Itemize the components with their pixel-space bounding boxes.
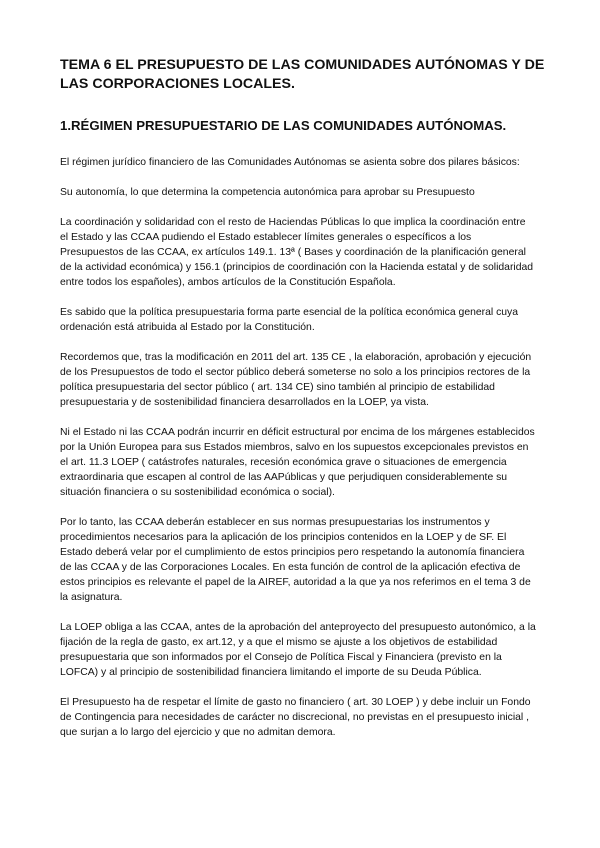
paragraph-regla-gasto: La LOEP obliga a las CCAA, antes de la aprobación del anteproyecto del presupuesto autonómico, a la fijación de la regla de gasto, ex art.12, y a que el mismo se ajuste a los objetivos de estabilidad presupuestaria que son informados por el Consejo de Política Fiscal y Financiera (previsto en la LOFCA) y al principio de sostenibilidad financiera limitando el importe de su Deuda Pública. bbox=[60, 622, 536, 678]
paragraph-deficit: Ni el Estado ni las CCAA podrán incurrir en déficit estructural por encima de los márgenes establecidos por la Unión Europea para sus Estados miembros, salvo en los supuestos excepcionales previstos en el art. 11.3 LOEP ( catástrofes naturales, recesión económica grave o situaciones de emergencia extraordinaria que escapen al control de las AAPúblicas y que perjudiquen considerablemente su situación financiera o su sostenibilidad económica o social). bbox=[60, 427, 535, 498]
paragraph-intro: El régimen jurídico financiero de las Comunidades Autónomas se asienta sobre dos pilares básicos: bbox=[60, 157, 520, 168]
section-heading: 1.RÉGIMEN PRESUPUESTARIO DE LAS COMUNIDADES AUTÓNOMAS. bbox=[60, 118, 507, 133]
paragraph-fondo-contingencia: El Presupuesto ha de respetar el límite de gasto no financiero ( art. 30 LOEP ) y debe incluir un Fondo de Contingencia para necesidades de carácter no discrecional, no previstas en el presupuesto inicial , que surjan a lo largo del ejercicio y que no admitan demora. bbox=[60, 697, 531, 738]
paragraph-normas-presupuestarias: Por lo tanto, las CCAA deberán establecer en sus normas presupuestarias los instrumentos y procedimientos necesarios para la aplicación de los principios contenidos en la LOEP y de SF. El Estado deberá velar por el cumplimiento de estos principios pero respetando la autonomía financiera de las CCAA y de las Corporaciones Locales. En esta función de control de la aplicación efectiva de estos principios es relevante el papel de la AIREF, autoridad a la que ya nos referimos en el tema 3 de la asignatura. bbox=[60, 517, 531, 603]
document-title: TEMA 6 EL PRESUPUESTO DE LAS COMUNIDADES AUTÓNOMAS Y DE LAS CORPORACIONES LOCALES. bbox=[60, 57, 545, 92]
paragraph-coordinacion: La coordinación y solidaridad con el resto de Haciendas Públicas lo que implica la coordinación entre el Estado y las CCAA pudiendo el Estado establecer límites generales o específicos a los Presupuestos de las CCAA, ex artículos 149.1. 13ª ( Bases y coordinación de la planificación general de la actividad económica) y 156.1 (principios de coordinación con la Hacienda estatal y de solidaridad entre todos los españoles), ambos artículos de la Constitución Española. bbox=[60, 217, 534, 288]
paragraph-politica-presupuestaria: Es sabido que la política presupuestaria forma parte esencial de la política económica general cuya ordenación está atribuida al Estado por la Constitución. bbox=[60, 307, 519, 333]
paragraph-art-135: Recordemos que, tras la modificación en 2011 del art. 135 CE , la elaboración, aprobación y ejecución de los Presupuestos de todo el sector público deberá someterse no solo a los principios rectores de la política presupuestaria del sector público ( art. 134 CE) sino también al principio de estabilidad presupuestaria y de sostenibilidad financiera desarrollados en la LOEP, ya vista. bbox=[60, 352, 532, 408]
document-body bbox=[60, 155, 536, 755]
paragraph-autonomia: Su autonomía, lo que determina la competencia autonómica para aprobar su Presupuesto bbox=[60, 187, 475, 198]
